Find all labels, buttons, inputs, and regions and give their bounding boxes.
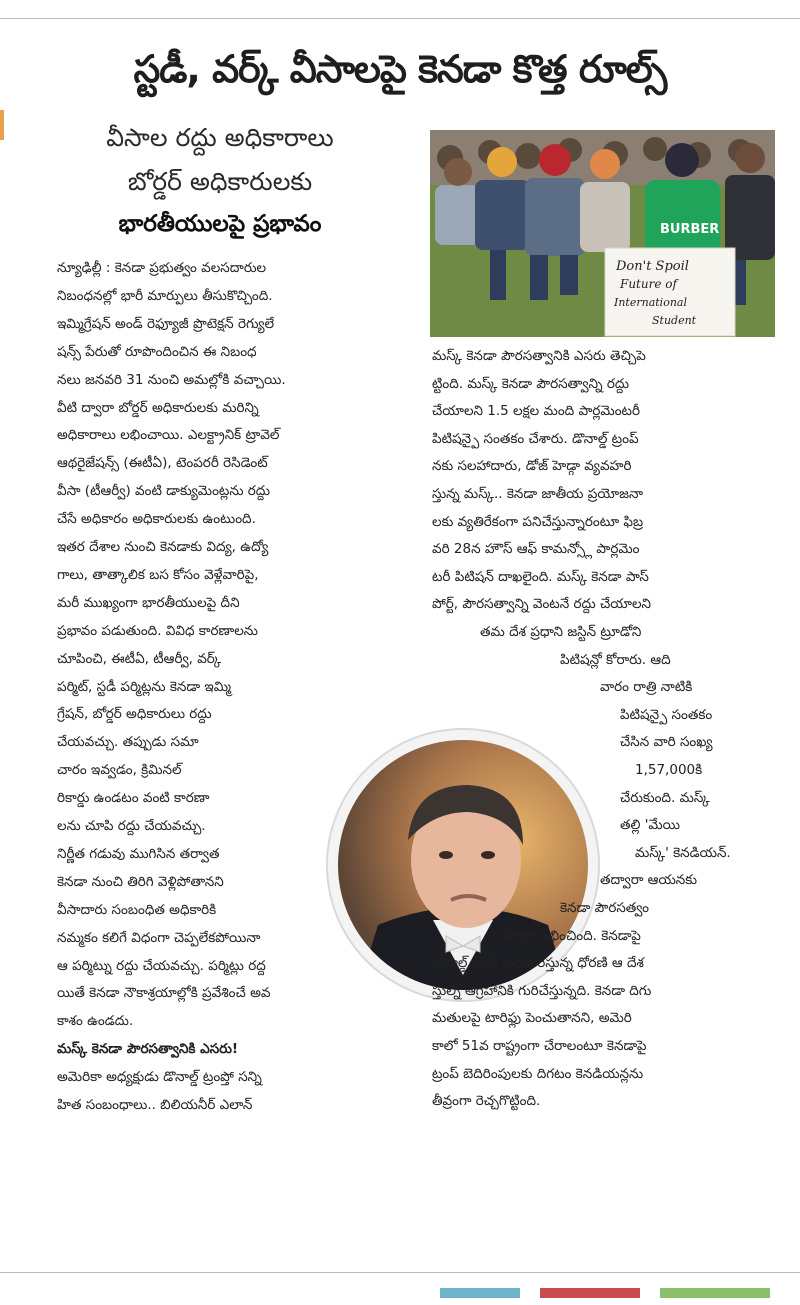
left-column-line: హిత సంబంధాలు.. బిలియనీర్ ఎలాన్: [57, 1097, 253, 1113]
left-column-line: ఆథరైజేషన్స్ (ఈటీఏ), టెంపరరీ రెసిడెంట్: [57, 455, 268, 472]
left-column-line: ఇమ్మిగ్రేషన్ అండ్ రెఫ్యూజీ ప్రొటెక్షన్ రెగ్యులే: [57, 315, 275, 332]
left-column-line: వీసా (టీఆర్వీ) వంటి డాక్యుమెంట్లను రద్దు: [57, 483, 270, 500]
left-column-line: చేసే అధికారం అధికారులకు ఉంటుంది.: [57, 511, 256, 528]
section-heading: మస్క్ కెనడా పౌరసత్వానికి ఎసరు!: [57, 1041, 239, 1058]
subheadline-line-2: బోర్డర్ అధికారులకు: [127, 167, 313, 196]
left-column-line: నిర్ణీత గడువు ముగిసిన తర్వాత: [57, 845, 220, 862]
sign-line-4: Student: [652, 314, 697, 327]
bottom-rule: [0, 1272, 800, 1273]
right-column-line: నకు సలహాదారు, డోజ్ హెడ్గా వ్యవహరి: [432, 458, 632, 475]
right-column-line: ట్రంప్ బెదిరింపులకు దిగటం కెనడియన్లను: [432, 1065, 644, 1082]
right-column-line: తద్వారా ఆయనకు: [600, 872, 697, 889]
sign-line-3: International: [614, 296, 687, 309]
footer-strip-1: [440, 1288, 520, 1298]
sign-line-1: Don't Spoil: [616, 259, 689, 274]
left-column-line: గ్రేషన్, బోర్డర్ అధికారులు రద్దు: [57, 706, 212, 723]
left-column-line: యితే కెనడా నౌకాశ్రయాల్లోకి ప్రవేశించే అవ: [57, 985, 271, 1002]
right-column-line: వారం రాత్రి నాటికి: [600, 679, 693, 696]
page-edge-marker: [0, 110, 4, 140]
left-column-line: అధికారాలు లభించాయి. ఎలక్ట్రానిక్ ట్రావెల్: [57, 427, 280, 444]
right-column-line: పిటిషన్పై సంతకం చేశారు. డొనాల్డ్ ట్రంప్: [432, 430, 639, 447]
subheadline-line-3: భారతీయులపై ప్రభావం: [118, 211, 322, 237]
right-column-line: తల్లి 'మేయి: [620, 817, 681, 834]
right-column-line: కెనడా పౌరసత్వం: [560, 900, 649, 916]
right-column-line: చేసిన వారి సంఖ్య: [620, 734, 713, 751]
left-column-line: నిబంధనల్లో భారీ మార్పులు తీసుకొచ్చింది.: [57, 287, 273, 304]
left-column-line: మరీ ముఖ్యంగా భారతీయులపై దీని: [57, 594, 240, 611]
left-column-line: చేయవచ్చు. తప్పుడు సమా: [57, 734, 199, 751]
right-column-line: 1,57,000కి: [635, 762, 703, 778]
right-column-line: కూడా లభించింది. కెనడాపై: [505, 927, 641, 944]
right-column-line: స్తుల్ని ఆగ్రహానికి గురిచేస్తున్నది. కెనడా దిగు: [432, 982, 652, 999]
subheadline-line-1: వీసాల రద్దు అధికారాలు: [106, 123, 334, 152]
right-column-line: పిటిషన్లో కోరారు. ఆది: [560, 651, 671, 668]
protest-photo-illustration: [430, 130, 775, 337]
top-rule: [0, 18, 800, 19]
footer-strip-2: [540, 1288, 640, 1298]
left-column-line: కాశం ఉండదు.: [57, 1013, 134, 1030]
left-column-line: ఆ పర్మిట్ను రద్దు చేయవచ్చు. పర్మిట్లు రద్ద: [57, 957, 266, 974]
protest-photo: [430, 130, 775, 337]
right-column-line: మతులపై టారిఫ్లు పెంచుతానని, అమెరి: [432, 1010, 632, 1027]
right-column-line: చేరుకుంది. మస్క్: [620, 789, 710, 806]
right-column-line: తీవ్రంగా రెచ్చగొట్టింది.: [432, 1093, 541, 1110]
right-column-line: కాలో 51వ రాష్ట్రంగా చేరాలంటూ కెనడాపై: [432, 1038, 647, 1054]
left-column-line: చారం ఇవ్వడం, క్రిమినల్: [57, 762, 182, 779]
left-column-line: షన్స్ పేరుతో రూపొందించిన ఈ నిబంధ: [57, 343, 257, 360]
left-column-line: వీటి ద్వారా బోర్డర్ అధికారులకు మరిన్ని: [57, 399, 259, 416]
right-column-line: స్తున్న మస్క్.. కెనడా జాతీయ ప్రయోజనా: [432, 486, 643, 502]
left-column-line: వీసాదారు సంబంధిత అధికారికి: [57, 901, 217, 918]
shirt-text: BURBER: [660, 222, 720, 237]
right-column-line: లకు వ్యతిరేకంగా పనిచేస్తున్నారంటూ ఫిబ్ర: [432, 513, 644, 530]
sign-line-2: Future of: [620, 277, 677, 291]
left-column-line: ఇతర దేశాల నుంచి కెనడాకు విద్య, ఉద్యో: [57, 539, 269, 555]
right-column-line: వరి 28న హౌస్ ఆఫ్ కామన్స్లో పార్లమెం: [432, 541, 640, 558]
left-column-line: చూపించి, ఈటీఏ, టీఆర్వీ, వర్క్: [57, 650, 222, 667]
footer-strip-3: [660, 1288, 770, 1298]
left-column-line: న్యూఢిల్లీ : కెనడా ప్రభుత్వం వలసదారుల: [57, 260, 267, 276]
right-column-line: పిటిషన్పై సంతకం: [620, 706, 713, 723]
right-column-line: పోర్ట్, పౌరసత్వాన్ని వెంటనే రద్దు చేయాలని: [432, 596, 652, 613]
left-column-line: ప్రభావం పడుతుంది. వివిధ కారణాలను: [57, 622, 258, 639]
right-column-line: ట్టింది. మస్క్ కెనడా పౌరసత్వాన్ని రద్దు: [432, 375, 630, 392]
headline: స్టడీ, వర్క్ వీసాలపై కెనడా కొత్త రూల్స్: [133, 47, 667, 91]
right-column-line: తమ దేశ ప్రధాని జస్టిన్ ట్రూడోని: [480, 624, 642, 640]
left-column-line: నలు జనవరి 31 నుంచి అమల్లోకి వచ్చాయి.: [57, 371, 286, 388]
right-column-line: డొనాల్డ్ ట్రంప్ అనుసరిస్తున్న ధోరణి ఆ దేశ: [432, 955, 644, 972]
right-column-line: చేయాలని 1.5 లక్షల మంది పార్లమెంటరీ: [432, 403, 640, 420]
left-column-line: పర్మిట్, స్టడీ పర్మిట్లను కెనడా ఇమ్మి: [57, 678, 232, 695]
left-column-line: లను చూపి రద్దు చేయవచ్చు.: [57, 818, 206, 834]
right-column-line: మస్క్ కెనడా పౌరసత్వానికి ఎసరు తెచ్చిపె: [432, 348, 646, 364]
left-column-line: గాలు, తాత్కాలిక బస కోసం వెళ్లేవారిపై,: [57, 566, 259, 583]
right-column-line: మస్క్' కెనడియన్.: [635, 844, 731, 861]
left-column-line: రికార్డు ఉండటం వంటి కారణా: [57, 790, 210, 807]
right-column-line: టరీ పిటిషన్ దాఖలైంది. మస్క్ కెనడా పాస్: [432, 568, 649, 585]
left-column-line: కెనడా నుంచి తిరిగి వెళ్లిపోతానని: [57, 873, 224, 890]
left-column-line: నమ్మకం కలిగే విధంగా చెప్పలేకపోయినా: [57, 929, 261, 946]
left-column-line: అమెరికా అధ్యక్షుడు డొనాల్డ్ ట్రంప్తో సన్ని: [57, 1069, 262, 1086]
